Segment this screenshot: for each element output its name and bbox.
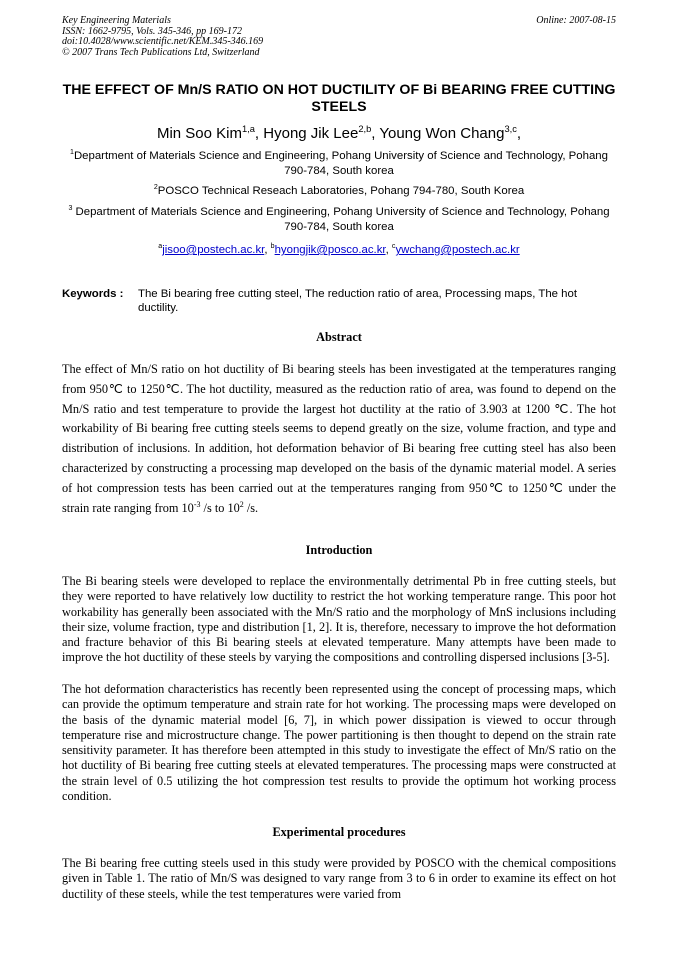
exponent: 2 [239, 499, 244, 509]
introduction-heading: Introduction [305, 543, 373, 557]
affiliation-text: Department of Materials Science and Engineering, Pohang University of Science and Technology, Pohang 790-784, South korea [73, 150, 608, 177]
author-superscript: 2,b [358, 124, 372, 134]
affiliation-superscript: 2 [153, 184, 158, 192]
journal-header [62, 16, 616, 58]
abstract-text-mid: /s to 10 [200, 500, 240, 515]
paper-title: THE EFFECT OF Mn/S RATIO ON HOT DUCTILITY OF Bi BEARING FREE CUTTING STEELS [62, 82, 616, 115]
author-superscript: 3,c [504, 124, 517, 134]
email-superscript: a [158, 243, 163, 251]
introduction-paragraph-2: The hot deformation characteristics has recently been represented using the concept of processing maps, which can provide the optimum temperature and strain rate for hot working. The processing maps were developed on the basis of the dynamic material model [6, 7], in which power dissipation is viewed to occur through temperature rise and microstructure change. The power partitioning is then thought to depend on the strain rate sensitivity parameter. It has therefore been attempted in this study to investigate the effect of Mn/S ratio on the hot ductility of Bi bearing free cutting steels at elevated temperatures. The processing maps were constructed at the strain level of 0.5 utilizing the hot compression test results to provide the optimum hot working process condition. [62, 682, 616, 804]
exponent: -3 [193, 499, 201, 509]
keywords-label: Keywords : [62, 288, 124, 300]
abstract-text: The effect of Mn/S ratio on hot ductility of Bi bearing steels has been investigated at the temperatures ranging from 950℃ to 1250℃. The hot ductility, measured as the reduction ratio of area, was found to depend on the Mn/S ratio and test temperature to provide the largest hot ductility at the ratio of 3.903 at 1200 ℃. The hot workability of Bi bearing free cutting steels seems to depend greatly on the size, volume fraction, and type and distribution of inclusions. In addition, hot deformation behavior of Bi bearing free cutting steel has also been characterized by constructing a processing map developed on the basis of the dynamic material model. A series of hot compression tests has been carried out at the temperatures ranging from 950℃ to 1250℃ under the strain rate ranging from 10 [62, 362, 616, 515]
email-list: $^a$jisoo@postech.ac.kr, $^b$hyongjik@posco.ac.kr, $^c$ywchang@postech.ac.kr [158, 243, 520, 256]
journal-name: Key Engineering Materials [62, 15, 171, 26]
affiliation-text: Department of Materials Science and Engineering, Pohang University of Science and Technology, Pohang 790-784, South korea [72, 206, 610, 233]
abstract-text-end: /s. [243, 500, 259, 515]
affiliation-superscript: 1 [70, 149, 74, 157]
abstract-paragraph [62, 360, 616, 518]
copyright-line: © 2007 Trans Tech Publications Ltd, Switzerland [62, 46, 260, 58]
author-list: Min Soo Kim$^{1,a}$, Hyong Jik Lee$^{2,b}$, Young Won Chang$^{3,c}$, [156, 124, 522, 142]
affiliation-2 [62, 184, 616, 199]
keywords-block [62, 287, 616, 315]
author-name: Young Won Chang [379, 125, 505, 142]
issn-line: ISSN: 1662-9795, Vols. 345-346, pp 169-172 [62, 25, 242, 37]
experimental-heading: Experimental procedures [272, 825, 406, 839]
affiliation-3 [62, 205, 616, 235]
email-link[interactable]: jisoo@postech.ac.kr [162, 244, 265, 256]
abstract-heading: Abstract [316, 330, 362, 344]
affiliation-1 [62, 149, 616, 179]
affiliation-superscript: 3 [68, 205, 73, 213]
experimental-paragraph: The Bi bearing free cutting steels used in this study were provided by POSCO with the chemical compositions given in Table 1. The ratio of Mn/S was designed to vary range from 3 to 6 in order to examine its effect on hot ductility of these steels, while the test temperatures were varied from [62, 856, 616, 901]
email-link[interactable]: hyongjik@posco.ac.kr [274, 244, 386, 256]
keywords-text: The Bi bearing free cutting steel, The reduction ratio of area, Processing maps, The hot ductility. [138, 288, 577, 314]
author-name: Hyong Jik Lee [263, 125, 359, 142]
affiliation-text: POSCO Technical Reseach Laboratories, Pohang 794-780, South Korea [157, 185, 525, 197]
doi-line: doi:10.4028/www.scientific.net/KEM.345-346.169 [62, 36, 264, 47]
online-date: Online: 2007-08-15 [536, 15, 616, 26]
email-link[interactable]: ywchang@postech.ac.kr [395, 244, 520, 256]
author-superscript: 1,a [241, 124, 255, 134]
email-superscript: c [391, 243, 396, 251]
email-superscript: b [270, 243, 275, 251]
introduction-paragraph-1: The Bi bearing steels were developed to replace the environmentally detrimental Pb in free cutting steels, but they were reported to have relatively low ductility to restrict the hot working temperature range. This poor hot workability has generally been associated with the Mn/S ratio and the morphology of MnS inclusions including their size, volume fraction, type and distribution [1, 2]. It is, therefore, necessary to improve the hot deformation and fracture behavior of this Bi bearing steels at elevated temperature. Many attempts have been made to improve the hot ductility of these steels by varying the compositions and controlling dispersed inclusions [3-5]. [62, 574, 616, 665]
author-name: Min Soo Kim [156, 125, 242, 142]
